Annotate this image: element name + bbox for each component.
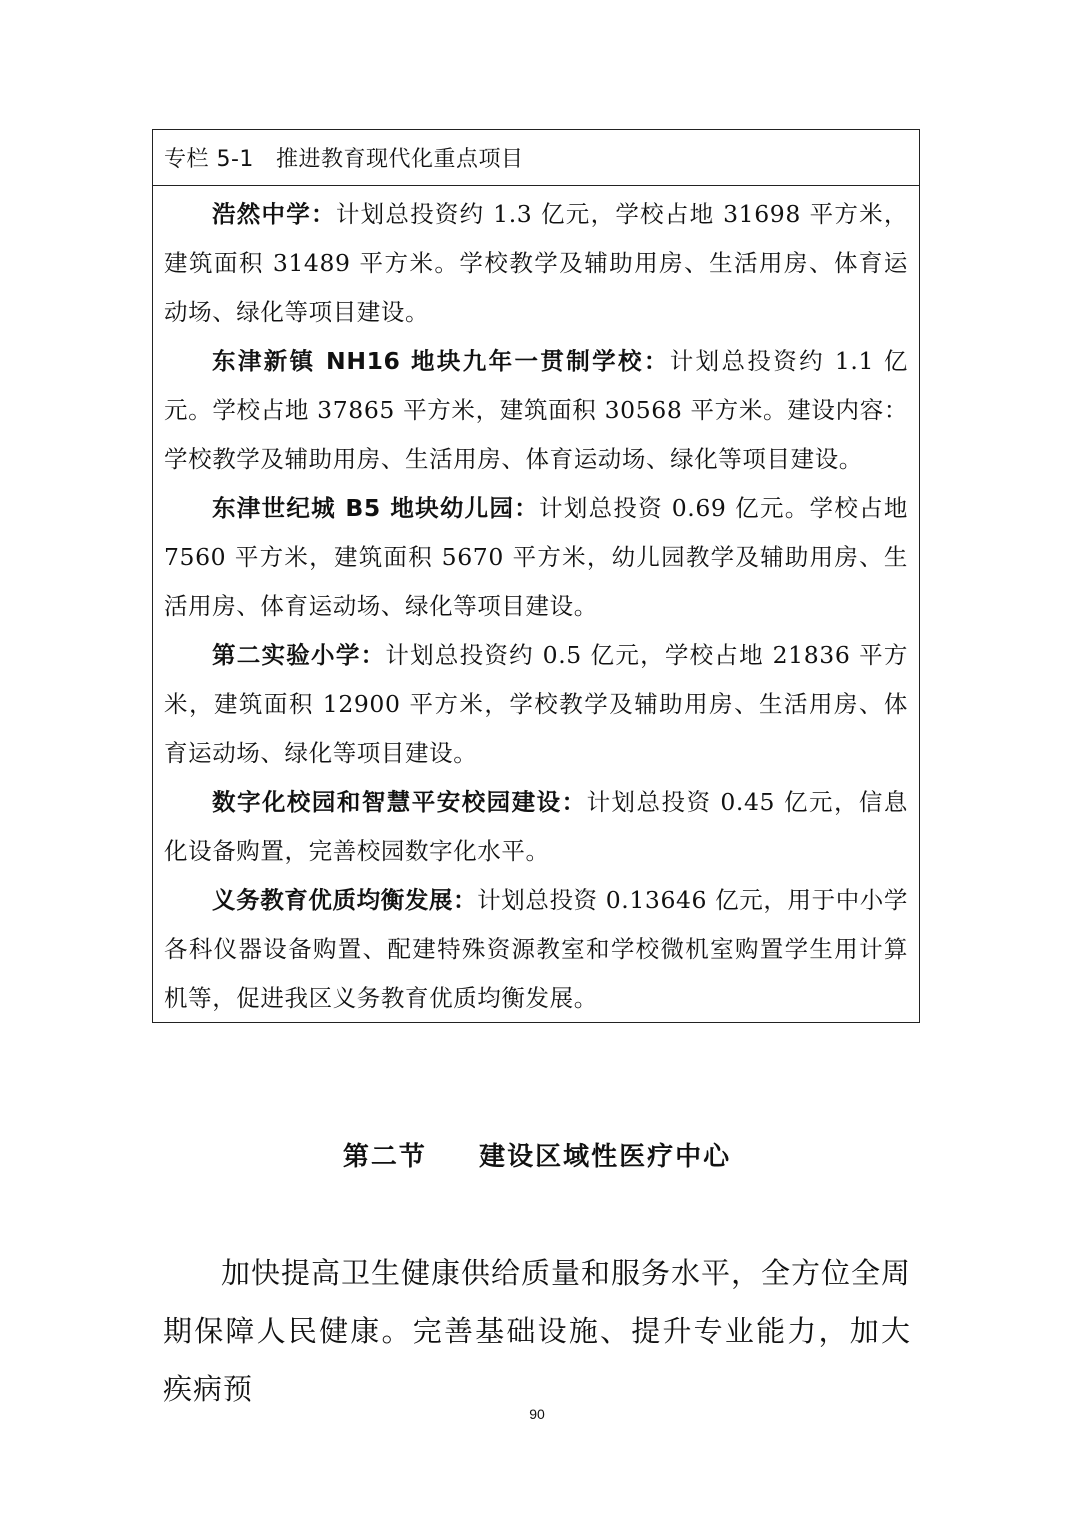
project-text: 计划总投资约 0.5 亿元，学校占地 21836 平方米，建筑面积 12900 平方米，学校教学及辅助用房、生活用房、体育运动场、绿化等项目建设。 bbox=[164, 641, 908, 767]
section-title: 建设区域性医疗中心 bbox=[479, 1142, 732, 1172]
project-name: 东津世纪城 B5 地块幼儿园： bbox=[212, 494, 540, 522]
project-item bbox=[164, 190, 908, 337]
project-name: 义务教育优质均衡发展： bbox=[212, 886, 478, 914]
project-item bbox=[164, 876, 908, 1023]
project-item bbox=[164, 337, 908, 484]
project-item bbox=[164, 631, 908, 778]
section-heading bbox=[0, 1136, 1074, 1173]
feature-box-title: 推进教育现代化重点项目 bbox=[275, 147, 524, 172]
project-name: 第二实验小学： bbox=[212, 641, 386, 669]
feature-box-label: 专栏 5-1 bbox=[164, 147, 254, 172]
feature-box-body bbox=[153, 186, 919, 1023]
feature-box bbox=[152, 129, 920, 1023]
project-text: 计划总投资约 1.1 亿元。学校占地 37865 平方米，建筑面积 30568 平方米。建设内容：学校教学及辅助用房、生活用房、体育运动场、绿化等项目建设。 bbox=[164, 347, 909, 473]
project-name: 数字化校园和智慧平安校园建设： bbox=[212, 788, 587, 816]
project-item bbox=[164, 484, 908, 631]
project-text: 计划总投资 0.13646 亿元，用于中小学各科仪器设备购置、配建特殊资源教室和学校微机室购置学生用计算机等，促进我区义务教育优质均衡发展。 bbox=[164, 886, 908, 1012]
feature-box-header bbox=[153, 130, 919, 186]
project-text: 计划总投资约 1.3 亿元，学校占地 31698 平方米，建筑面积 31489 平方米。学校教学及辅助用房、生活用房、体育运动场、绿化等项目建设。 bbox=[164, 200, 908, 326]
project-name: 浩然中学： bbox=[212, 200, 336, 228]
project-text: 计划总投资 0.45 亿元，信息化设备购置，完善校园数字化水平。 bbox=[164, 788, 908, 865]
project-text: 计划总投资 0.69 亿元。学校占地 7560 平方米，建筑面积 5670 平方米，幼儿园教学及辅助用房、生活用房、体育运动场、绿化等项目建设。 bbox=[164, 494, 908, 620]
page-number: 90 bbox=[529, 1406, 545, 1422]
project-name: 东津新镇 NH16 地块九年一贯制学校： bbox=[212, 347, 670, 375]
project-item bbox=[164, 778, 908, 876]
body-paragraph: 加快提高卫生健康供给质量和服务水平，全方位全周期保障人民健康。完善基础设施、提升专业能力，加大疾病预 bbox=[163, 1256, 912, 1406]
section-number: 第二节 bbox=[342, 1142, 427, 1172]
